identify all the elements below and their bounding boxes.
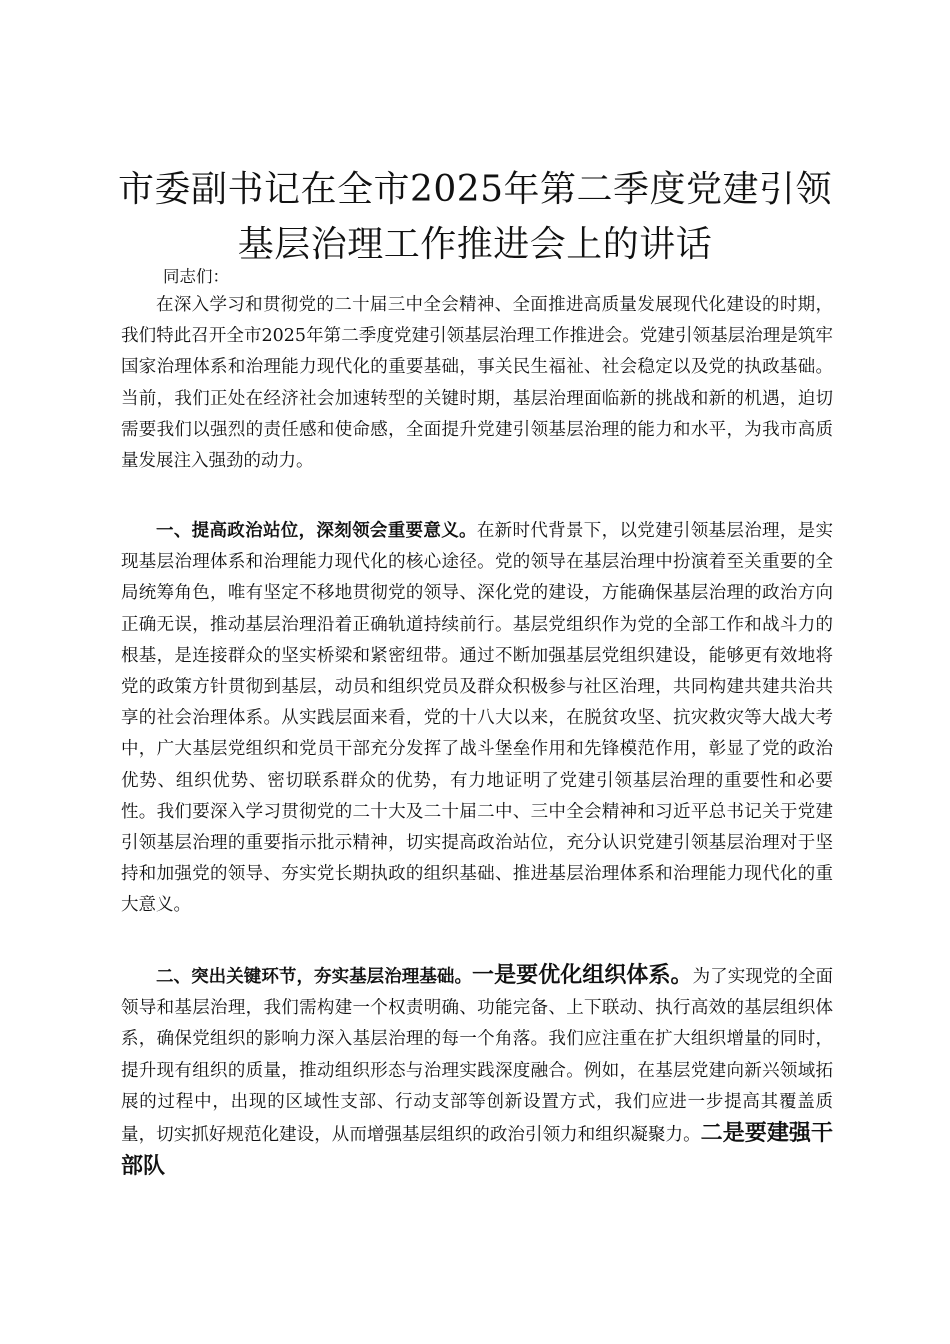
section-1-heading: 一、提高政治站位，深刻领会重要意义。	[156, 521, 477, 541]
section-2-subheading-2: 二是要建强干部队	[121, 1121, 833, 1180]
section-2-body: 为了实现党的全面领导和基层治理，我们需构建一个权责明确、功能完备、上下联动、执行高效的基层组织体系，确保党组织的影响力深入基层治理的每一个角落。我们应注重在扩大组织增量的同时，提升现有组织的质量，推动组织形态与治理实践深度融合。例如，在基层党建向新兴领域拓展的过程中，出现的区域性支部、行动支部等创新设置方式，我们应进一步提高其覆盖质量，切实抓好规范化建设，从而增强基层组织的政治引领力和组织凝聚力。	[121, 967, 834, 1146]
section-1-body: 在新时代背景下，以党建引领基层治理，是实现基层治理体系和治理能力现代化的核心途径。党的领导在基层治理中扮演着至关重要的全局统筹角色，唯有坚定不移地贯彻党的领导、深化党的建设，方能确保基层治理的政治方向正确无误，推动基层治理沿着正确轨道持续前行。基层党组织作为党的全部工作和战斗力的根基，是连接群众的坚实桥梁和紧密纽带。通过不断加强基层党组织建设，能够更有效地将党的政策方针贯彻到基层，动员和组织党员及群众积极参与社区治理，共同构建共建共治共享的社会治理体系。从实践层面来看，党的十八大以来，在脱贫攻坚、抗灾救灾等大战大考中，广大基层党组织和党员干部充分发挥了战斗堡垒作用和先锋模范作用，彰显了党的政治优势、组织优势、密切联系群众的优势，有力地证明了党建引领基层治理的重要性和必要性。我们要深入学习贯彻党的二十大及二十届二中、三中全会精神和习近平总书记关于党建引领基层治理的重要指示批示精神，切实提高政治站位，充分认识党建引领基层治理对于坚持和加强党的领导、夯实党长期执政的组织基础、推进基层治理体系和治理能力现代化的重大意义。	[121, 521, 834, 916]
section-2-subheading-1: 一是要优化组织体系。	[472, 963, 693, 988]
section-2-heading: 二、突出关键环节，夯实基层治理基础。	[156, 967, 473, 987]
intro-paragraph: 在深入学习和贯彻党的二十届三中全会精神、全面推进高质量发展现代化建设的时期，我们特此召开全市2025年第二季度党建引领基层治理工作推进会。党建引领基层治理是筑牢国家治理体系和治理能力现代化的重要基础，事关民生福祉、社会稳定以及党的执政基础。当前，我们正处在经济社会加速转型的关键时期，基层治理面临新的挑战和新的机遇，迫切需要我们以强烈的责任感和使命感，全面提升党建引领基层治理的能力和水平，为我市高质量发展注入强劲的动力。	[121, 295, 833, 472]
section-2-paragraph	[121, 960, 833, 1184]
title-line-1: 市委副书记在全市2025年第二季度党建引领	[117, 169, 833, 210]
greeting: 同志们：	[163, 267, 229, 286]
document-title	[110, 162, 840, 272]
title-line-2: 基层治理工作推进会上的讲话	[237, 224, 713, 265]
section-1-paragraph	[121, 516, 833, 922]
